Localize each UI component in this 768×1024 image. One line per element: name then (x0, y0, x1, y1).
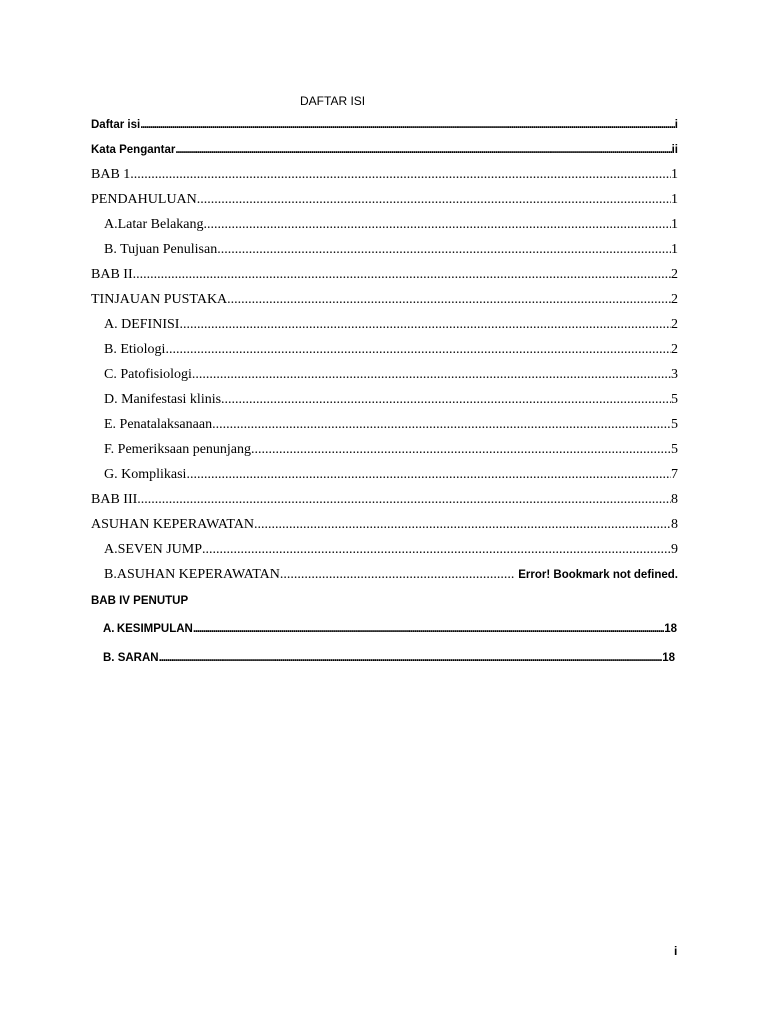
toc-entry-daftar-isi[interactable] (91, 119, 678, 131)
toc-entry-text: BAB II (91, 267, 133, 282)
toc-entry-text: ASUHAN KEPERAWATAN (91, 517, 255, 532)
toc-entry-marker: A. (104, 542, 118, 557)
toc-entry-bab-3[interactable] (91, 492, 678, 508)
toc-entry-asuhan-keperawatan[interactable] (91, 517, 678, 533)
dot-leader (133, 267, 671, 283)
dot-leader (140, 119, 675, 131)
dot-leader (212, 417, 671, 433)
toc-entry-text: BAB IV PENUTUP (91, 595, 189, 607)
toc-entry-text: Kata Pengantar (91, 144, 176, 156)
toc-entry-etiologi[interactable] (104, 342, 678, 358)
toc-entry-text: D. Manifestasi klinis (104, 392, 222, 407)
toc-entry-seven-jump[interactable] (104, 542, 678, 558)
toc-entry-bab-1[interactable] (91, 167, 678, 183)
toc-entry-marker: A. (103, 623, 115, 635)
toc-entry-text: PENDAHULUAN (91, 192, 197, 207)
toc-entry-text: B. SARAN (103, 652, 159, 664)
dot-leader (197, 192, 671, 208)
toc-entry-pemeriksaan-penunjang[interactable] (104, 442, 678, 458)
toc-entry-text: F. Pemeriksaan penunjang (104, 442, 252, 457)
toc-entry-text: B. Tujuan Penulisan (104, 242, 218, 257)
bookmark-error-text: Error! Bookmark not defined. (518, 569, 678, 581)
dot-leader (165, 342, 671, 358)
dot-leader (204, 217, 671, 233)
dot-leader (192, 367, 671, 383)
toc-page-number: 1 (671, 167, 678, 182)
dot-leader (227, 292, 671, 308)
toc-entry-kata-pengantar[interactable] (91, 144, 678, 156)
dot-leader (193, 623, 664, 635)
toc-page-number: 1 (671, 217, 678, 232)
dot-leader (254, 517, 671, 533)
page-footer-number: i (674, 944, 678, 958)
toc-page-number: 2 (671, 292, 678, 307)
toc-entry-tujuan-penulisan[interactable] (104, 242, 678, 258)
toc-entry-kesimpulan[interactable] (103, 623, 677, 635)
toc-entry-text: ASUHAN KEPERAWATAN (116, 567, 280, 582)
toc-entry-text: KESIMPULAN (116, 623, 193, 635)
dot-leader (251, 442, 671, 458)
toc-entry-tinjauan-pustaka[interactable] (91, 292, 678, 308)
toc-entry-latar-belakang[interactable] (104, 217, 678, 233)
toc-entry-definisi[interactable] (104, 317, 678, 333)
toc-entry-bab-4-penutup[interactable] (91, 595, 678, 607)
toc-page-number: 8 (671, 517, 678, 532)
toc-page-number: 9 (671, 542, 678, 557)
toc-page-number: 5 (671, 392, 678, 407)
toc-entry-komplikasi[interactable] (104, 467, 678, 483)
dot-leader (186, 467, 671, 483)
toc-entry-marker: B. (104, 567, 117, 582)
toc-entry-patofisiologi[interactable] (104, 367, 678, 383)
toc-page-number: i (674, 119, 678, 131)
toc-entry-text: B. Etiologi (104, 342, 166, 357)
toc-entry-text: SEVEN JUMP (117, 542, 203, 557)
toc-page-number: 7 (671, 467, 678, 482)
toc-entry-text: G. Komplikasi (104, 467, 187, 482)
toc-page-number: 5 (671, 442, 678, 457)
toc-entry-text: BAB III (91, 492, 138, 507)
toc-entry-text: Latar Belakang (117, 217, 204, 232)
toc-entry-bab-2[interactable] (91, 267, 678, 283)
toc-page-number: 18 (664, 623, 677, 635)
toc-entry-asuhan-keperawatan-sub[interactable] (104, 567, 678, 583)
dot-leader (137, 492, 671, 508)
toc-title: DAFTAR ISI (300, 94, 366, 108)
toc-page-number: 5 (671, 417, 678, 432)
dot-leader (179, 317, 671, 333)
toc-page-number: 2 (671, 317, 678, 332)
dot-leader (202, 542, 671, 558)
toc-page-number: ii (671, 144, 678, 156)
toc-entry-marker: A. (104, 217, 118, 232)
dot-leader (175, 144, 671, 156)
toc-entry-text: A. DEFINISI (104, 317, 180, 332)
toc-entry-text: TINJAUAN PUSTAKA (91, 292, 228, 307)
toc-page-number: 1 (671, 192, 678, 207)
toc-page-number: 1 (671, 242, 678, 257)
toc-entry-pendahuluan[interactable] (91, 192, 678, 208)
toc-entry-manifestasi-klinis[interactable] (104, 392, 678, 408)
dot-leader (130, 167, 671, 183)
toc-page-number: 18 (662, 652, 675, 664)
toc-page-number: 8 (671, 492, 678, 507)
dot-leader (159, 652, 663, 664)
toc-entry-saran[interactable] (103, 652, 675, 664)
toc-entry-text: C. Patofisiologi (104, 367, 192, 382)
dot-leader (221, 392, 671, 408)
toc-entry-penatalaksanaan[interactable] (104, 417, 678, 433)
dot-leader (217, 242, 671, 258)
dot-leader (280, 567, 514, 583)
toc-entry-text: E. Penatalaksanaan (104, 417, 213, 432)
toc-page-number: 2 (671, 267, 678, 282)
toc-entry-text: BAB 1 (91, 167, 131, 182)
toc-page-number: 3 (671, 367, 678, 382)
toc-page-number: 2 (671, 342, 678, 357)
toc-entry-text: Daftar isi (91, 119, 141, 131)
